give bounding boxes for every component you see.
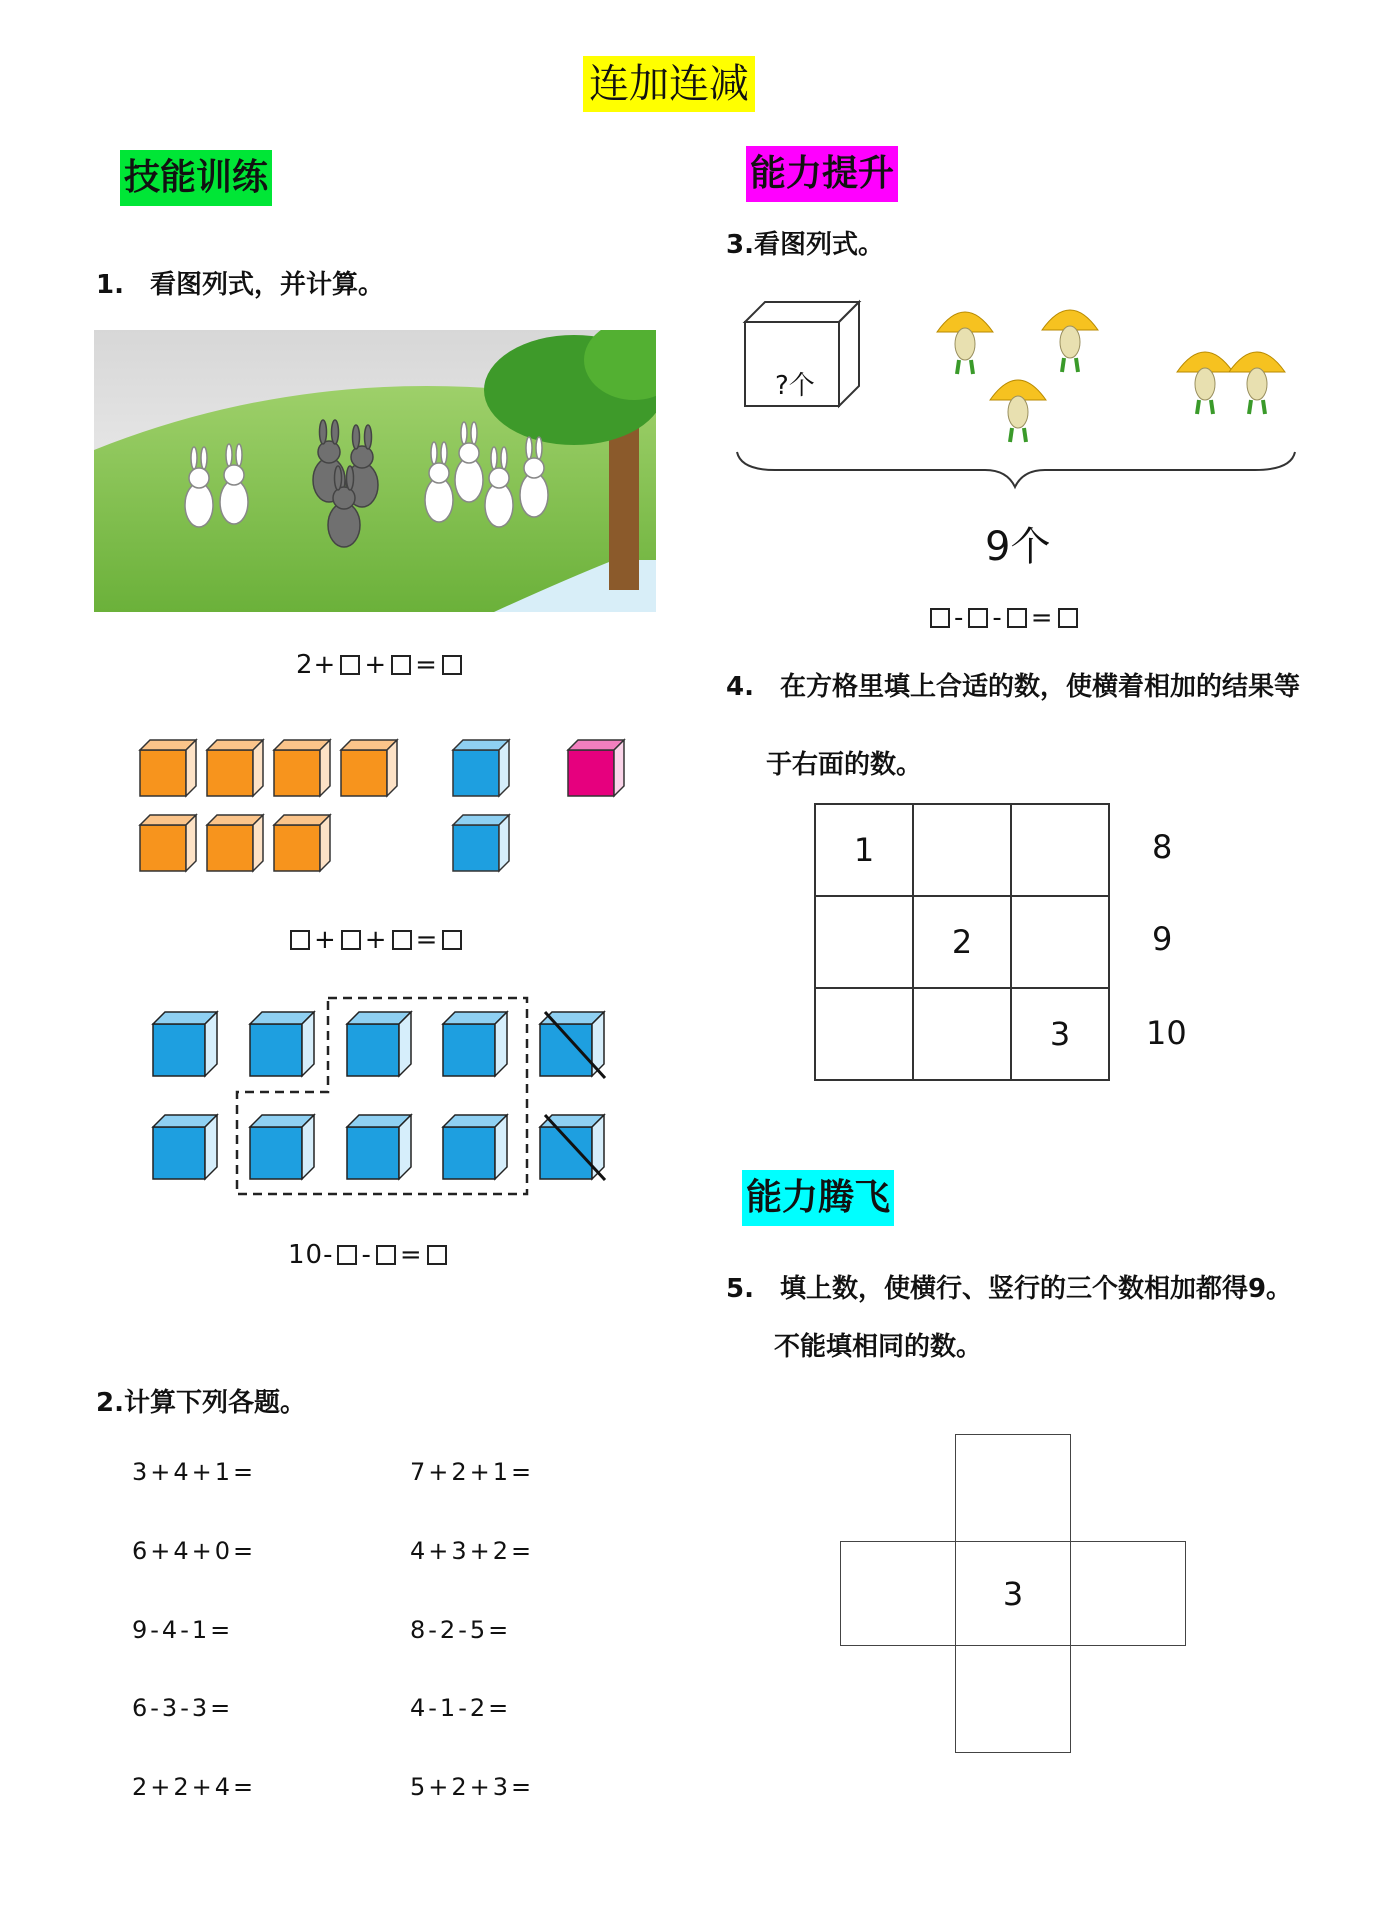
answer-box[interactable] bbox=[930, 608, 950, 628]
cross-cell-left[interactable] bbox=[840, 1541, 956, 1646]
rabbits-meadow-illustration bbox=[94, 330, 656, 612]
q1-equation-3: 10- - = bbox=[288, 1240, 447, 1270]
grid-cell[interactable]: 3 bbox=[1011, 988, 1109, 1080]
eq1-prefix: 2+ bbox=[296, 650, 337, 680]
section-skill-training: 技能训练 bbox=[120, 150, 272, 206]
answer-box[interactable] bbox=[442, 655, 462, 675]
answer-box[interactable] bbox=[392, 930, 412, 950]
answer-box[interactable] bbox=[442, 930, 462, 950]
answer-box[interactable] bbox=[340, 655, 360, 675]
grid-cell[interactable] bbox=[815, 988, 913, 1080]
q4-prompt-line1: 4. 在方格里填上合适的数，使横着相加的结果等 bbox=[726, 672, 1300, 702]
answer-box[interactable] bbox=[391, 655, 411, 675]
grid-cell[interactable] bbox=[913, 804, 1011, 896]
total-label: 9个 bbox=[985, 524, 1051, 570]
grid-cell[interactable] bbox=[1011, 896, 1109, 988]
answer-box[interactable] bbox=[427, 1245, 447, 1265]
row-sum-3: 10 bbox=[1146, 1014, 1187, 1052]
q4-number-grid bbox=[814, 803, 1110, 1081]
q2-right-3: 8-2-5= bbox=[410, 1616, 512, 1644]
cross-cell-top[interactable] bbox=[955, 1434, 1071, 1542]
q2-left-2: 6+4+0= bbox=[132, 1537, 257, 1565]
cubes-illustration-subtract bbox=[145, 990, 615, 1210]
answer-box[interactable] bbox=[1007, 608, 1027, 628]
mushrooms-illustration bbox=[735, 292, 1300, 512]
grid-cell[interactable] bbox=[1011, 804, 1109, 896]
section-ability-fly: 能力腾飞 bbox=[742, 1170, 894, 1226]
unknown-box-label: ?个 bbox=[775, 371, 815, 401]
cross-cell-right[interactable] bbox=[1070, 1541, 1186, 1646]
answer-box[interactable] bbox=[376, 1245, 396, 1265]
answer-box[interactable] bbox=[968, 608, 988, 628]
q1-equation-1: 2+ + = bbox=[296, 650, 462, 680]
q3-prompt: 3.看图列式。 bbox=[726, 230, 884, 260]
answer-box[interactable] bbox=[1058, 608, 1078, 628]
eq3-prefix: 10- bbox=[288, 1240, 334, 1270]
answer-box[interactable] bbox=[290, 930, 310, 950]
q5-prompt-line2: 不能填相同的数。 bbox=[774, 1332, 983, 1362]
grid-cell[interactable] bbox=[815, 896, 913, 988]
grid-cell[interactable] bbox=[913, 988, 1011, 1080]
row-sum-1: 8 bbox=[1152, 828, 1173, 866]
q1-prompt: 1. 看图列式，并计算。 bbox=[96, 270, 384, 300]
page-title: 连加连减 bbox=[583, 56, 755, 112]
cross-cell-center[interactable]: 3 bbox=[955, 1541, 1071, 1646]
answer-box[interactable] bbox=[337, 1245, 357, 1265]
cubes-illustration-add bbox=[135, 735, 635, 885]
row-sum-2: 9 bbox=[1152, 920, 1173, 958]
q3-equation: - - = bbox=[930, 603, 1078, 633]
q1-equation-2: + + = bbox=[290, 925, 462, 955]
q2-left-3: 9-4-1= bbox=[132, 1616, 234, 1644]
q2-right-4: 4-1-2= bbox=[410, 1694, 512, 1722]
q4-prompt-line2: 于右面的数。 bbox=[766, 750, 923, 780]
q5-prompt-line1: 5. 填上数，使横行、竖行的三个数相加都得9。 bbox=[726, 1274, 1293, 1304]
answer-box[interactable] bbox=[341, 930, 361, 950]
grid-cell[interactable]: 2 bbox=[913, 896, 1011, 988]
q2-left-1: 3+4+1= bbox=[132, 1458, 257, 1486]
grid-cell[interactable]: 1 bbox=[815, 804, 913, 896]
q2-left-5: 2+2+4= bbox=[132, 1773, 257, 1801]
q2-right-1: 7+2+1= bbox=[410, 1458, 535, 1486]
q2-left-4: 6-3-3= bbox=[132, 1694, 234, 1722]
cross-cell-bottom[interactable] bbox=[955, 1645, 1071, 1753]
q2-prompt: 2.计算下列各题。 bbox=[96, 1388, 306, 1418]
section-ability-improve: 能力提升 bbox=[746, 146, 898, 202]
q2-right-5: 5+2+3= bbox=[410, 1773, 535, 1801]
q2-right-2: 4+3+2= bbox=[410, 1537, 535, 1565]
